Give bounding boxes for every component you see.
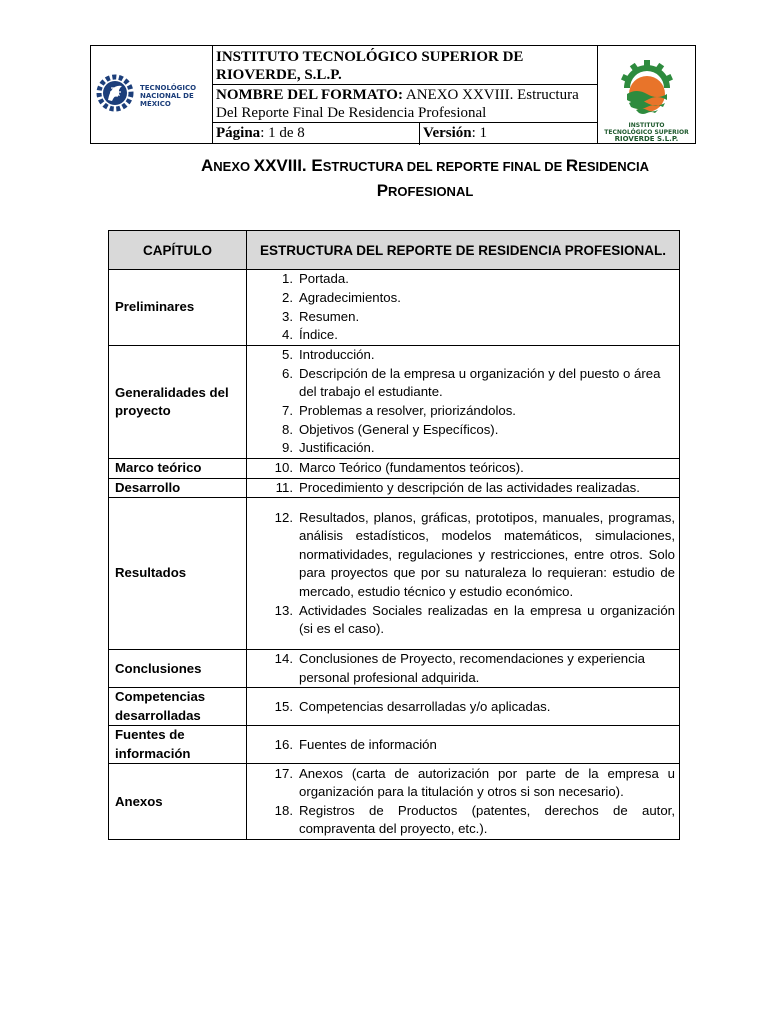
chapter-cell: Anexos: [109, 764, 247, 840]
list-item: [249, 326, 675, 345]
list-item: [249, 736, 675, 755]
items-cell: [247, 650, 680, 688]
items-cell: [247, 459, 680, 479]
table-row: [109, 478, 680, 498]
page-value: : 1 de 8: [260, 125, 305, 141]
page-version-row: [213, 123, 597, 145]
list-item: [249, 602, 675, 639]
list-item: [249, 270, 675, 289]
list-item: [249, 650, 675, 687]
header-info: [213, 46, 597, 143]
item-text: Procedimiento y descripción de las actividades realizadas.: [299, 479, 640, 495]
itsr-logo-line-1: INSTITUTO: [628, 122, 665, 129]
title-cap-p: P: [376, 181, 389, 200]
chapter-cell: Fuentes de información: [109, 726, 247, 764]
chapter-cell: Competencias desarrolladas: [109, 688, 247, 726]
version-value: : 1: [471, 125, 488, 141]
page-label: Página: [216, 125, 261, 141]
item-number: 13.: [274, 602, 293, 618]
table-row: [109, 498, 680, 650]
item-text: Resultados, planos, gráficas, prototipos, manuales, programas, análisis estadísticos, modelos matemáticos, simulaciones, normatividades, regulaciones y restricciones, entre otros. Solo para proyectos que por su naturaleza lo requieran: estudio de mercado, estudio técnico y estudio económico.: [299, 509, 675, 599]
title-small-profesional: ROFESIONAL: [388, 184, 474, 199]
item-text: Índice.: [299, 327, 338, 343]
itsr-logo-cell: [597, 46, 695, 143]
version-cell: [420, 123, 597, 145]
items-cell: [247, 498, 680, 650]
list-item: [249, 802, 675, 839]
list-item: [249, 346, 675, 365]
chapter-cell: Conclusiones: [109, 650, 247, 688]
chapter-cell: Generalidades del proyecto: [109, 346, 247, 459]
column-header-chapter: CAPÍTULO: [109, 231, 247, 270]
table-row: [109, 688, 680, 726]
item-number: 18.: [274, 802, 293, 818]
item-text: Justificación.: [299, 440, 375, 456]
column-header-structure: ESTRUCTURA DEL REPORTE DE RESIDENCIA PROFESIONAL.: [247, 231, 680, 270]
chapter-cell: Preliminares: [109, 270, 247, 346]
chapter-cell: Resultados: [109, 498, 247, 650]
item-number: 2.: [282, 289, 293, 305]
itsr-logo-line-2: TECNOLÓGICO SUPERIOR: [604, 129, 689, 136]
item-text: Portada.: [299, 271, 349, 287]
item-text: Conclusiones de Proyecto, recomendaciones y experiencia personal profesional adquirida.: [299, 651, 645, 685]
list-item: [249, 479, 675, 498]
item-text: Fuentes de información: [299, 736, 437, 752]
item-text: Actividades Sociales realizadas en la empresa u organización (si es el caso).: [299, 602, 675, 637]
item-number: 17.: [274, 765, 293, 781]
item-number: 3.: [282, 308, 293, 324]
item-text: Objetivos (General y Específicos).: [299, 421, 499, 437]
item-text: Anexos (carta de autorización por parte de la empresa u organización para la titulación y otros si son necesario).: [299, 765, 675, 800]
table-header-row: [109, 231, 680, 270]
tecnm-gear-logo-icon: [95, 70, 135, 116]
table-row: [109, 270, 680, 346]
title-small-residencia: ESIDENCIA: [578, 159, 649, 174]
list-item: [249, 365, 675, 402]
version-label: Versión: [423, 125, 472, 141]
table-row: [109, 459, 680, 479]
items-cell: [247, 726, 680, 764]
items-cell: [247, 764, 680, 840]
report-structure-table: [108, 230, 680, 840]
format-name: ANEXO XXVIII. Estructura Del Reporte Final De Residencia Profesional: [216, 87, 579, 121]
item-number: 16.: [274, 736, 293, 752]
table-row: [109, 346, 680, 459]
item-text: Problemas a resolver, priorizándolos.: [299, 403, 516, 418]
item-text: Marco Teórico (fundamentos teóricos).: [299, 460, 524, 475]
item-text: Agradecimientos.: [299, 289, 401, 305]
list-item: [249, 402, 675, 421]
item-text: Competencias desarrolladas y/o aplicadas.: [299, 698, 551, 714]
list-item: [249, 439, 675, 458]
itsr-logo-line-3: RIOVERDE S.L.P.: [614, 135, 679, 143]
list-item: [249, 509, 675, 602]
table-row: [109, 650, 680, 688]
list-item: [249, 459, 675, 478]
item-number: 4.: [282, 327, 293, 343]
format-name-row: [213, 85, 597, 123]
title-small-structure: STRUCTURA DEL REPORTE FINAL DE: [322, 159, 566, 174]
title-cap-e: E: [306, 156, 323, 175]
itsr-logo-icon: [618, 58, 676, 120]
list-item: [249, 421, 675, 440]
list-item: [249, 765, 675, 802]
format-label: NOMBRE DEL FORMATO:: [216, 87, 403, 103]
page-cell: [213, 123, 420, 145]
item-number: 10.: [274, 460, 293, 475]
title-cap-a: A: [201, 156, 214, 175]
chapter-cell: Marco teórico: [109, 459, 247, 479]
item-text: Resumen.: [299, 308, 360, 324]
list-item: [249, 289, 675, 308]
item-number: 14.: [274, 651, 293, 667]
item-number: 7.: [282, 403, 293, 418]
item-number: 5.: [282, 347, 293, 363]
tecnm-logo-text: [140, 84, 212, 108]
document-title-line-1: [100, 156, 750, 176]
item-number: 8.: [282, 421, 293, 437]
document-header: [90, 45, 696, 144]
item-number: 1.: [282, 271, 293, 287]
item-text: Registros de Productos (patentes, derechos de autor, compraventa del proyecto, etc.).: [299, 802, 675, 837]
list-item: [249, 308, 675, 327]
item-number: 12.: [274, 509, 293, 525]
item-number: 15.: [274, 698, 293, 714]
items-cell: [247, 688, 680, 726]
list-item: [249, 698, 675, 717]
title-cap-r: R: [565, 156, 579, 175]
tecnm-logo-line-2: NACIONAL DE MÉXICO: [140, 92, 194, 108]
item-text: Introducción.: [299, 347, 375, 363]
table-row: [109, 764, 680, 840]
items-cell: [247, 346, 680, 459]
item-number: 11.: [275, 479, 293, 495]
item-text: Descripción de la empresa u organización y del puesto o área del trabajo el estudiante.: [299, 365, 661, 400]
tecnm-logo-cell: [91, 46, 213, 143]
chapter-cell: Desarrollo: [109, 478, 247, 498]
items-cell: [247, 478, 680, 498]
itsr-logo-text: [598, 122, 695, 143]
item-number: 6.: [282, 365, 293, 381]
items-cell: [247, 270, 680, 346]
title-small-nexo: NEXO: [213, 159, 254, 174]
tecnm-logo-line-1: TECNOLÓGICO: [140, 84, 197, 92]
document-title-line-2: [100, 181, 750, 201]
institute-name: INSTITUTO TECNOLÓGICO SUPERIOR DE RIOVERDE, S.L.P.: [213, 46, 597, 85]
item-number: 9.: [282, 440, 293, 456]
table-row: [109, 726, 680, 764]
title-roman-numeral: XXVIII.: [253, 156, 307, 175]
